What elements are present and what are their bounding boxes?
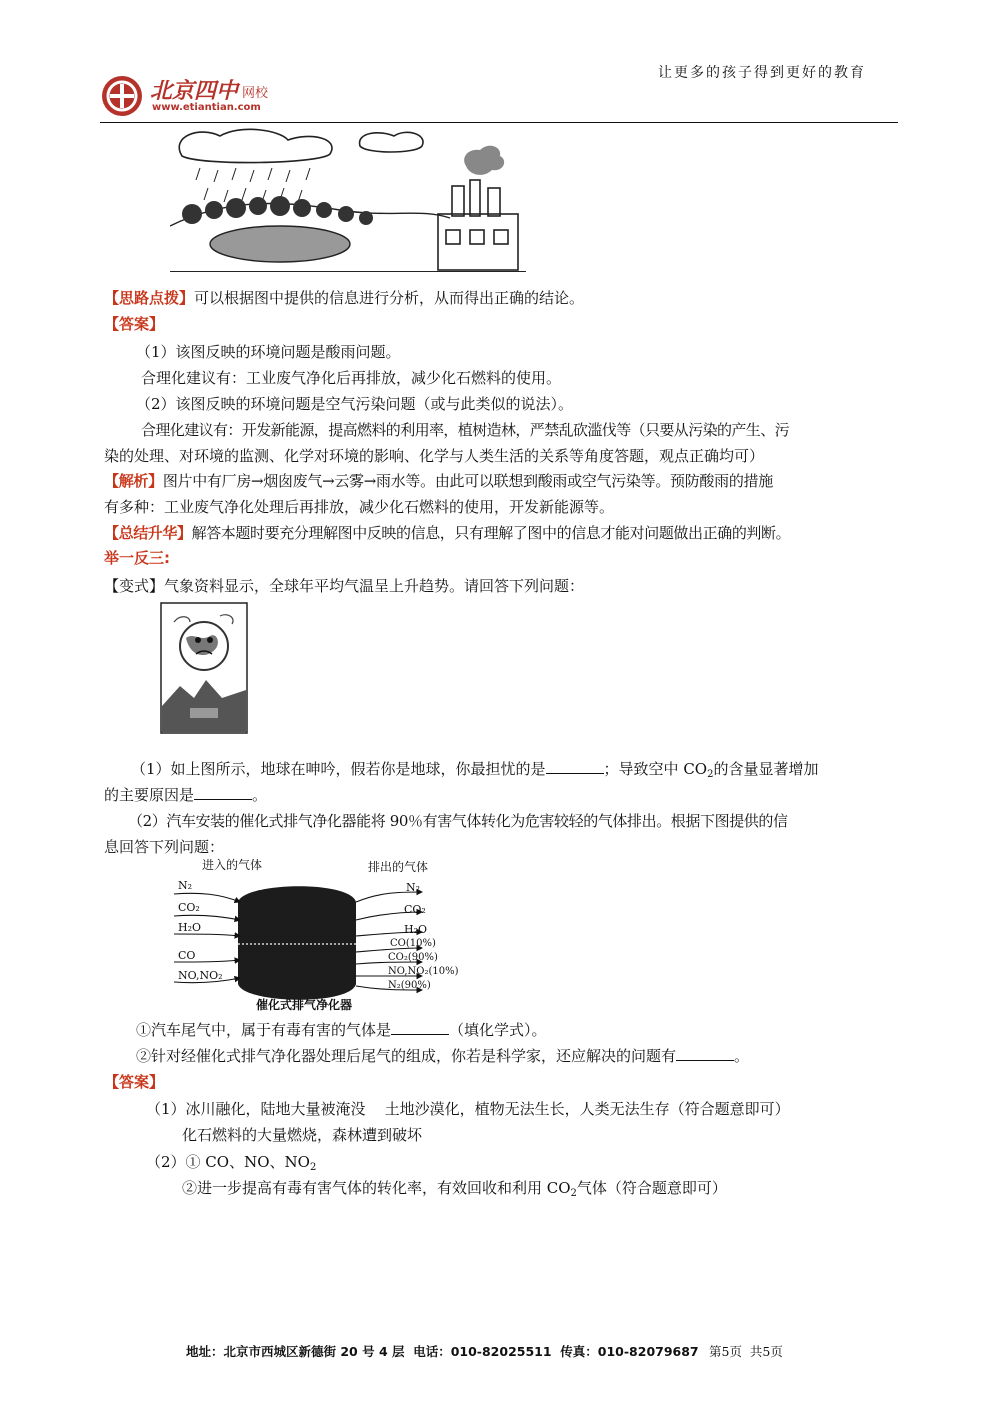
- input-label: NO,NO₂: [178, 969, 223, 982]
- variant-answer-1a: （1）冰川融化，陆地大量被淹没 土地沙漠化，植物无法生长，人类无法生存（符合题意即可）: [146, 1100, 790, 1118]
- variant-answer-1b: 化石燃料的大量燃烧，森林遭到破坏: [182, 1126, 423, 1144]
- output-label: NO,NO₂(10%): [388, 966, 459, 977]
- variant-answer-2a: [146, 1151, 316, 1179]
- footer-address: 地址：北京市西城区新德街 20 号 4 层 电话：010-82025511 传真：010-82079687: [186, 1344, 699, 1359]
- answer-blank-4[interactable]: [676, 1046, 734, 1061]
- answer-tag-line: [104, 313, 164, 335]
- summary-text: 解答本题时要充分理解图中反映的信息，只有理解了图中的信息才能对问题做出正确的判断。: [191, 524, 791, 542]
- earth-groaning-illustration: [160, 602, 248, 734]
- variant-answer-2b-text: ②进一步提高有毒有害气体的转化率，有效回收和利用 CO: [182, 1179, 571, 1197]
- footer-page: 第5页 共5页: [709, 1344, 783, 1359]
- variant-answer-2a-text: （2）① CO、NO、NO: [146, 1153, 310, 1171]
- variant-part1-text-e: 。: [252, 786, 268, 804]
- question-ii-text: ②针对经催化式排气净化器处理后尾气的组成，你若是科学家，还应解决的问题有: [136, 1047, 677, 1065]
- variant-stem-line: [104, 575, 584, 597]
- variant-answer-tag: 【答案】: [104, 1073, 165, 1091]
- analysis-line-2: 有多种：工业废气净化处理后再排放，减少化石燃料的使用，开发新能源等。: [104, 498, 615, 516]
- catalytic-converter-diagram: [170, 856, 470, 1016]
- question-i-text: ①汽车尾气中，属于有毒有害的气体是: [136, 1021, 392, 1039]
- acid-rain-illustration: [170, 126, 526, 272]
- logo-url: www.etiantian.com: [152, 102, 261, 113]
- answer-line-2: 合理化建议有：工业废气净化后再排放，减少化石燃料的使用。: [141, 369, 562, 387]
- answer-blank-2[interactable]: [194, 785, 252, 800]
- variant-part2-line1: （2）汽车安装的催化式排气净化器能将 90％有害气体转化为危害较轻的气体排出。根据下图提供的信: [128, 812, 788, 830]
- header-rule: [100, 122, 898, 123]
- answer-line-5: 染的处理、对环境的监测、化学对环境的影响、化学与人类生活的关系等角度答题，观点正确均可）: [104, 447, 765, 465]
- variant-answer-2b: [182, 1177, 727, 1205]
- input-label: N₂: [178, 879, 193, 892]
- logo-emblem-icon: [100, 74, 144, 118]
- answer-tag: 【答案】: [104, 315, 165, 333]
- summary-line: [104, 522, 790, 544]
- variant-part2-line2: 息回答下列问题：: [104, 838, 225, 856]
- logo-name: 北京四中: [150, 78, 239, 104]
- variant-part1-text-a: （1）如上图所示，地球在呻吟，假若你是地球，你最担忧的是: [131, 760, 546, 778]
- answer-blank-3[interactable]: [391, 1020, 449, 1035]
- question-ii-line: [136, 1045, 749, 1067]
- input-label: CO₂: [178, 901, 200, 914]
- co2-subscript: 2: [707, 769, 714, 780]
- answer-line-3: （2）该图反映的环境问题是空气污染问题（或与此类似的说法）。: [136, 395, 574, 413]
- variant-part1-line2: [104, 784, 267, 806]
- variant-stem: 气象资料显示，全球年平均气温呈上升趋势。请回答下列问题：: [164, 577, 585, 595]
- variant-tag: 【变式】: [104, 577, 165, 595]
- input-label: CO: [178, 949, 196, 962]
- output-label: H₂O: [404, 923, 428, 936]
- header-logo: [100, 72, 300, 120]
- output-label: N₂(90%): [388, 980, 431, 991]
- analysis-line-1: [104, 470, 773, 492]
- diagram-caption: 催化式排气净化器: [256, 998, 353, 1012]
- question-i-end: （填化学式）。: [449, 1021, 547, 1039]
- diagram-out-title: 排出的气体: [368, 860, 429, 874]
- answer-blank-1[interactable]: [546, 759, 604, 774]
- hint-text: 可以根据图中提供的信息进行分析，从而得出正确的结论。: [194, 289, 585, 307]
- output-label: CO₂: [404, 903, 426, 916]
- variant-part1-line1: [131, 758, 818, 786]
- variant-part1-text-c: 的含量显著增加: [713, 760, 819, 778]
- no2-subscript: 2: [309, 1162, 317, 1173]
- summary-tag: 【总结升华】: [104, 524, 192, 542]
- output-label: N₂: [406, 881, 421, 894]
- analysis-text-1: 图片中有厂房→烟囱废气→云雾→雨水等。由此可以联想到酸雨或空气污染等。预防酸雨的措施: [162, 472, 773, 490]
- variant-answer-tag-line: [104, 1071, 164, 1093]
- analysis-tag: 【解析】: [104, 472, 163, 490]
- logo-suffix: 网校: [242, 86, 269, 101]
- hint-line: [104, 287, 584, 309]
- footer: [186, 1342, 783, 1360]
- answer-line-1: （1）该图反映的环境问题是酸雨问题。: [136, 343, 401, 361]
- question-i-line: [136, 1019, 547, 1041]
- input-label: H₂O: [178, 921, 202, 934]
- variant-part1-text-b: ；导致空中 CO: [603, 760, 708, 778]
- variant-part1-text-d: 的主要原因是: [104, 786, 195, 804]
- output-label: CO(10%): [390, 938, 436, 949]
- output-label: CO₂(90%): [388, 952, 438, 963]
- header-slogan: 让更多的孩子得到更好的教育: [658, 65, 866, 81]
- diagram-in-title: 进入的气体: [202, 858, 263, 872]
- hint-tag: 【思路点拨】: [104, 289, 195, 307]
- answer-line-4: 合理化建议有：开发新能源，提高燃料的利用率，植树造林，严禁乱砍滥伐等（只要从污染的产生、污: [141, 421, 790, 439]
- variant-section-title: 举一反三:: [104, 549, 170, 567]
- variant-answer-2b-end: 气体（符合题意即可）: [576, 1179, 727, 1197]
- co2-subscript: 2: [570, 1188, 577, 1199]
- question-ii-end: 。: [734, 1047, 750, 1065]
